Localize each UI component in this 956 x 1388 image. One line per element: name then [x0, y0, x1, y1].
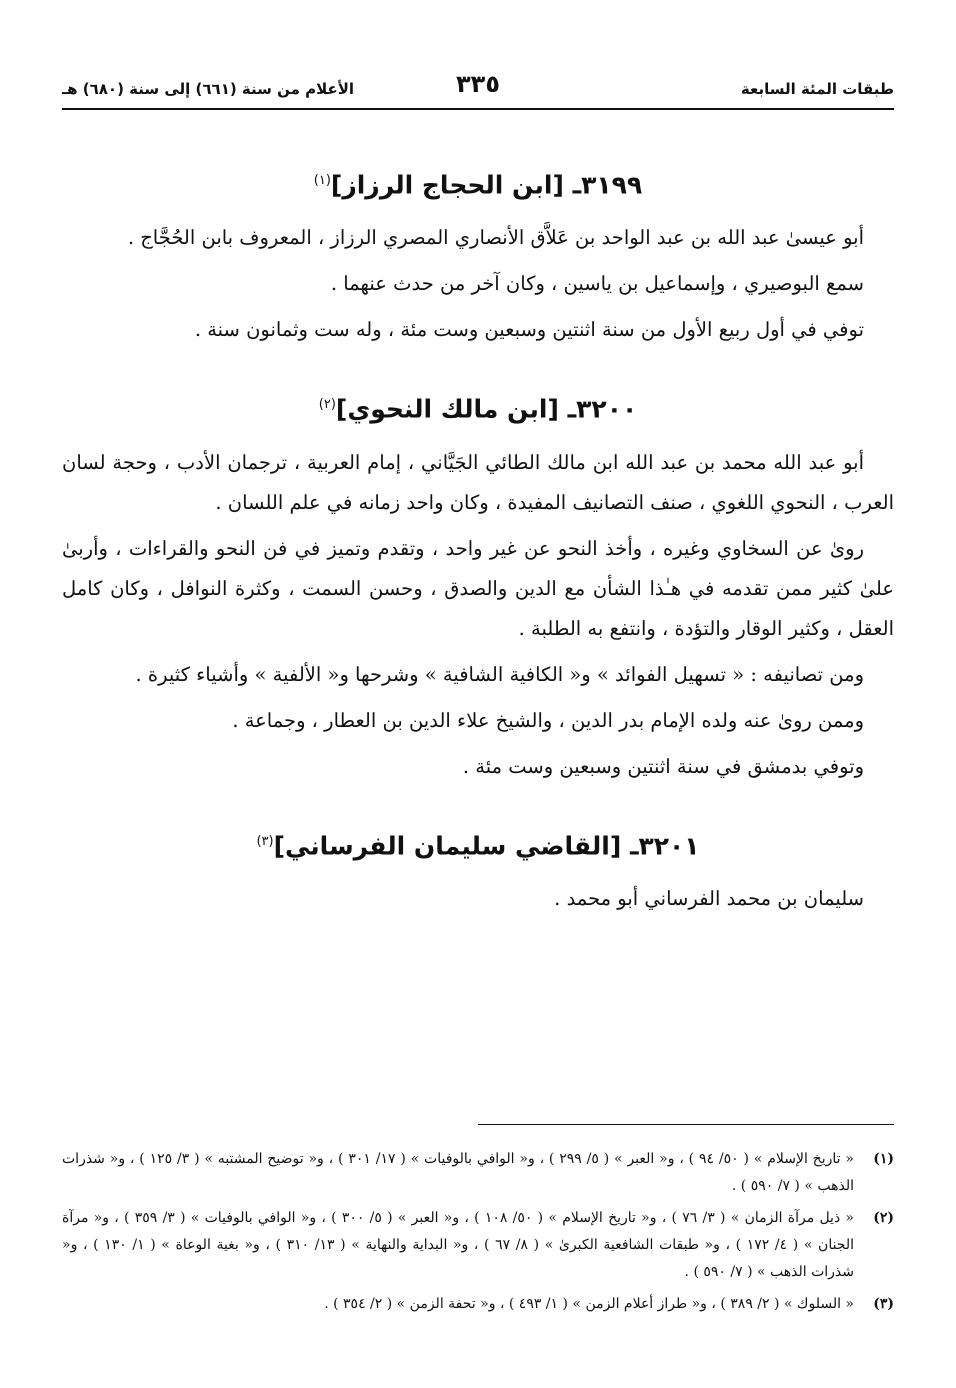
entry-paragraph: توفي في أول ربيع الأول من سنة اثنتين وسبعين وست مئة ، وله ست وثمانون سنة . [194, 318, 864, 342]
footnote-number: (١) [873, 1151, 894, 1167]
entry-title-3201 [62, 823, 894, 865]
footnote-number: (٢) [873, 1210, 894, 1226]
footnote [62, 1291, 894, 1318]
entry-paragraph: أبو عيسىٰ عبد الله بن عبد الواحد بن عَلاَّق الأنصاري المصري الرزاز ، المعروف بابن الحُجَّاج . [127, 226, 864, 250]
entry-paragraph: سليمان بن محمد الفرساني أبو محمد . [554, 886, 864, 910]
entry-title-3199 [62, 162, 894, 204]
entry-paragraph: ومن تصانيفه : « تسهيل الفوائد » و« الكافية الشافية » وشرحها و« الألفية » وأشياء كثيرة . [135, 662, 864, 686]
running-head [62, 72, 894, 106]
footnotes [62, 1146, 894, 1323]
footnote [62, 1146, 894, 1200]
entry-title-3200 [62, 386, 894, 428]
spacer [62, 356, 894, 386]
header-rule [62, 108, 894, 110]
running-head-section: طبقات المئة السابعة [740, 80, 894, 98]
page-number: ٣٣٥ [456, 70, 500, 98]
entry-paragraph: سمع البوصيري ، وإسماعيل بن ياسين ، وكان آخر من حدث عنهما . [330, 272, 864, 296]
footnote [62, 1205, 894, 1286]
entry-title-text: ٣١٩٩ـ [ابن الحجاج الرزاز] [330, 170, 643, 200]
footnote-number: (٣) [873, 1296, 894, 1312]
entry-paragraph: وتوفي بدمشق في سنة اثنتين وسبعين وست مئة . [462, 754, 864, 778]
spacer [62, 793, 894, 823]
entry-title-text: ٣٢٠٠ـ [ابن مالك النحوي] [335, 394, 638, 424]
footnote-ref[interactable]: (١) [313, 173, 331, 188]
running-head-years: الأعلام من سنة (٦٦١) إلى سنة (٦٨٠) هـ [62, 80, 355, 98]
entry-title-text: ٣٢٠١ـ [القاضي سليمان الفرساني] [273, 830, 700, 860]
footnote-text: « ذيل مرآة الزمان » ( ٣/ ٧٦ ) ، و« تاريخ الإسلام » ( ٥٠/ ١٠٨ ) ، و« العبر » ( ٥/ ٣٠٠ ) ، و« الوافي بالوفيات » ( ٣/ ٣٥٩ ) ، و« مرآة الجنان » ( ٤/ ١٧٢ ) ، و« طبقات الشافعية الكبرىٰ » ( ٨/ ٦٧ ) ، و« البداية والنهاية » ( ١٣/ ٣١٠ ) ، و« بغية الوعاة » ( ١/ ١٣٠ ) ، و« شذرات الذهب » ( ٧/ ٥٩٠ ) . [62, 1210, 855, 1280]
footnote-ref[interactable]: (٢) [318, 397, 336, 413]
footnote-ref[interactable]: (٣) [256, 833, 274, 849]
page-body [62, 162, 894, 925]
entry-paragraph: أبو عبد الله محمد بن عبد الله ابن مالك الطائي الجَيَّاني ، إمام العربية ، ترجمان الأدب ، وحجة لسان العرب ، النحوي اللغوي ، صنف التصانيف المفيدة ، وكان واحد زمانه في علم اللسان . [62, 450, 894, 514]
entry-paragraph: وممن رویٰ عنه ولده الإمام بدر الدين ، والشيخ علاء الدين بن العطار ، وجماعة . [232, 708, 864, 732]
entry-paragraph: رویٰ عن السخاوي وغيره ، وأخذ النحو عن غير واحد ، وتقدم وتميز في فن النحو والقراءات ، وأربىٰ علىٰ كثير ممن تقدمه في هـٰذا الشأن مع الدين والصدق ، وحسن السمت ، وكثرة النوافل ، وكان كامل العقل ، وكثير الوقار والتؤدة ، وانتفع به الطلبة . [62, 536, 894, 640]
footnote-text: « السلوك » ( ٢/ ٣٨٩ ) ، و« طراز أعلام الزمن » ( ١/ ٤٩٣ ) ، و« تحفة الزمن » ( ٢/ ٣٥٤ ) . [324, 1296, 854, 1312]
footnote-rule [478, 1124, 894, 1125]
footnote-text: « تاريخ الإسلام » ( ٥٠/ ٩٤ ) ، و« العبر » ( ٥/ ٢٩٩ ) ، و« الوافي بالوفيات » ( ١٧/ ٣٠١ ) ، و« توضيح المشتبه » ( ٣/ ١٢٥ ) ، و« شذرات الذهب » ( ٧/ ٥٩٠ ) . [62, 1151, 854, 1194]
